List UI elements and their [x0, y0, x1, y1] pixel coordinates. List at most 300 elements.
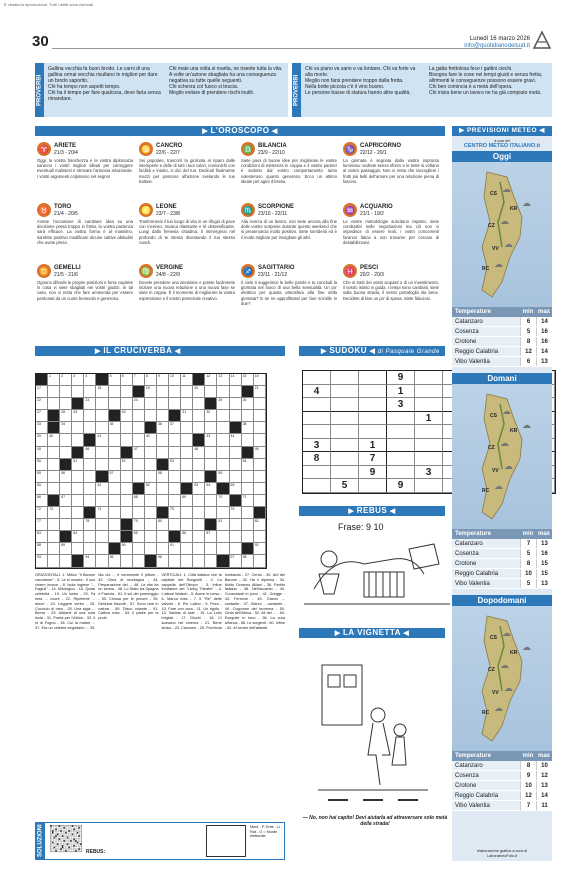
sudoku-cell [387, 412, 415, 426]
map-label: CS [490, 413, 497, 419]
crossword-cell [133, 398, 145, 410]
crossword-cell [205, 519, 217, 531]
crossword-cell-number: 45 [37, 446, 41, 451]
crossword-cell [181, 471, 193, 483]
meteo-max: 16 [536, 337, 552, 346]
horoscope-acquario [343, 203, 439, 245]
crossword-cell-number: 95 [109, 555, 114, 560]
sudoku-cell [387, 466, 415, 480]
calabria-map [452, 384, 552, 529]
zodiac-scorpione-icon: ♏ [241, 203, 255, 217]
sudoku-cell: 8 [303, 452, 331, 466]
crossword-cell [84, 374, 96, 386]
vignetta-title: LA VIGNETTA [343, 628, 401, 637]
sudoku-cell: 4 [303, 385, 331, 399]
crossword-cell [48, 374, 60, 386]
sudoku-cell [331, 439, 359, 453]
crossword-cell [193, 434, 205, 446]
crossword-cell [242, 555, 254, 567]
crossword-cell-number: 18 [97, 386, 102, 391]
cruciverba-header [35, 346, 285, 356]
crossword-cell [109, 519, 121, 531]
crossword-cell [84, 434, 96, 446]
meteo-max: 16 [536, 327, 552, 336]
horoscope-text: Che si tratti dei vostri acquisti o di un investimento, il vostro istinto vi guida. I tempi sono cambiati, siete sulla buona strada, il vostro portafoglio sta bene. Decidete di fare un po' di spesa. Siete fiduciosi. [343, 280, 439, 301]
crossword-cell [157, 374, 169, 386]
crossword-cell [157, 447, 169, 459]
crossword-cell [36, 555, 48, 567]
crossword-cell [254, 519, 266, 531]
crossword-cell [145, 434, 157, 446]
horoscope-leone [139, 203, 235, 245]
crossword-cell [254, 495, 266, 507]
crossword-cell [133, 422, 145, 434]
crossword-cell [193, 459, 205, 471]
crossword-cell-number: 33 [37, 422, 41, 427]
crossword-cell [48, 422, 60, 434]
proverbi-box-left [35, 63, 288, 117]
crossword-cell [157, 459, 169, 471]
horoscope-sign-date: 21/3 - 20/4 [54, 149, 78, 156]
cloud-icon: ☁ [500, 437, 509, 448]
horoscope-sign-name: BILANCIA [258, 142, 287, 149]
crossword-cell [60, 531, 72, 543]
sudoku-cell: 3 [387, 398, 415, 412]
crossword-cell [109, 483, 121, 495]
crossword-cell [169, 543, 181, 555]
crossword-cell [242, 507, 254, 519]
meteo-city: Vibo Valentia [452, 801, 520, 810]
crossword-cell [121, 495, 133, 507]
meteo-period-label: Oggi [452, 151, 552, 162]
cloud-icon: ☁ [502, 405, 511, 416]
crossword-cell [181, 519, 193, 531]
meteo-min: 10 [520, 569, 536, 578]
meteo-footer [452, 849, 552, 859]
crossword-cell [193, 374, 205, 386]
sudoku-cell [303, 466, 331, 480]
zodiac-pesci-icon: ♓ [343, 264, 357, 278]
horoscope-sign-name: CAPRICORNO [360, 142, 402, 149]
meteo-city: Reggio Calabria [452, 347, 520, 356]
sudoku-cell [387, 425, 415, 439]
meteo-row [452, 539, 552, 549]
map-label: CZ [488, 666, 495, 673]
horoscope-text: Trasformerai il tuo luogo di vita in un rifugio di pace con incenso, musica rilassante e tè detossificante. Lungi dalla frenesia cittadina, ti immergerai nel profondo di te stesso diventando il tuo stesso coach. [139, 219, 235, 245]
crossword-cell [205, 447, 217, 459]
map-label: RC [482, 710, 490, 717]
crossword-cell [181, 398, 193, 410]
crossword-cell [36, 507, 48, 519]
meteo-period-label: Dopodomani [452, 595, 552, 606]
temp-label: Temperature [455, 531, 491, 537]
crossword-cell-number: 16 [254, 374, 259, 378]
map-label: CZ [488, 444, 495, 451]
crossword-cell [109, 434, 121, 446]
crossword-cell [72, 495, 84, 507]
crossword-cell [254, 555, 266, 567]
oroscopo-title: L'OROSCOPO [210, 126, 270, 135]
cloud-icon: ☁ [500, 659, 509, 670]
map-label: VV [492, 246, 499, 253]
temp-label: Temperature [455, 309, 491, 315]
meteo-max: 13 [536, 781, 552, 790]
crossword-cell [84, 519, 96, 531]
meteo-brand [452, 136, 552, 151]
crossword-cell [205, 374, 217, 386]
cloud-icon: ☁ [502, 183, 511, 194]
map-label: CS [490, 635, 497, 641]
cloud-icon: ☁ [502, 627, 511, 638]
meteo-row [452, 549, 552, 559]
solution-cell [80, 850, 82, 852]
proverbi-tab-label-right: PROVERBI [292, 63, 301, 117]
crossword-cell [109, 374, 121, 386]
crossword-cell [96, 374, 108, 386]
crossword-cell-number: 74 [97, 507, 102, 512]
meteo-max: 15 [536, 559, 552, 568]
crossword-cell [254, 507, 266, 519]
crossword-cell [109, 398, 121, 410]
sudoku-cell: 7 [359, 452, 387, 466]
map-label: RC [482, 266, 490, 273]
crossword-cell-number: 78 [85, 519, 90, 524]
crossword-cell [169, 531, 181, 543]
meteo-period-label: Domani [452, 373, 552, 384]
horoscope-sign-name: GEMELLI [54, 264, 81, 271]
sudoku-cell [331, 452, 359, 466]
crossword-cell [121, 410, 133, 422]
crossword-cell [254, 374, 266, 386]
crossword-cell [121, 459, 133, 471]
crossword-cell [109, 543, 121, 555]
crossword-cell-number: 3 [73, 374, 76, 378]
crossword-cell-number: 23 [85, 398, 90, 403]
crossword-cell [133, 374, 145, 386]
crossword-cell [72, 531, 84, 543]
crossword-cell [133, 543, 145, 555]
zodiac-cancro-icon: ♋ [139, 142, 153, 156]
proverbi-col-2: Chi male una volta si marita, ne risente tutta la vita. A volte un'azione sbagliata ha una conseguenza negativa su tutte quelle seguenti. Chi scherza col fuoco si brucia. Meglio evitare di prendere rischi inutili. [169, 66, 283, 96]
rebus-frase: Frase: 9 10 [338, 522, 384, 532]
crossword-cell-number: 64 [206, 482, 211, 487]
crossword-cell [217, 519, 229, 531]
crossword-cell-number: 83 [37, 531, 41, 536]
crossword-cell-number: 8 [145, 374, 148, 378]
sudoku-cell [359, 385, 387, 399]
crossword-cell-number: 87 [206, 531, 211, 536]
meteo-city: Catanzaro [452, 317, 520, 326]
crossword-cell [36, 495, 48, 507]
calabria-map [452, 162, 552, 307]
crossword-cell-number: 14 [230, 374, 235, 378]
meteo-brand-name: CENTRO METEO ITALIANO.it [463, 142, 541, 149]
crossword-cell [254, 434, 266, 446]
meteo-period-oggi [452, 151, 552, 367]
crossword-cell-number: 25 [218, 398, 223, 403]
crossword-cell-number: 17 [37, 386, 41, 391]
horoscope-ariete [37, 142, 133, 179]
crossword-cell [72, 543, 84, 555]
crossword-cell [121, 398, 133, 410]
soluzioni-box [35, 822, 285, 860]
crossword-cell [109, 459, 121, 471]
horoscope-toro [37, 203, 133, 245]
crossword-cell-number: 31 [182, 410, 187, 415]
horoscope-cancro [139, 142, 235, 184]
horoscope-sign-date: 23/10 - 22/11 [258, 210, 288, 217]
meteo-temp-header [452, 307, 552, 317]
crossword-cell-number: 79 [133, 519, 138, 524]
meteo-max: 15 [536, 569, 552, 578]
calabria-map [452, 606, 552, 751]
crossword-cell [36, 410, 48, 422]
cloud-icon: ☁ [522, 198, 531, 209]
crossword-cell [205, 410, 217, 422]
meteo-title: PREVISIONI METEO [466, 127, 538, 134]
crossword-cell [254, 459, 266, 471]
meteo-min: 7 [520, 801, 536, 810]
crossword-cell [254, 543, 266, 555]
crossword-cell [181, 531, 193, 543]
crossword-cell [84, 410, 96, 422]
crossword-cell [193, 386, 205, 398]
crossword-cell [145, 398, 157, 410]
crossword-cell [181, 447, 193, 459]
horoscope-sign-date: 23/11 - 21/12 [258, 271, 288, 278]
crossword-cell [60, 398, 72, 410]
crossword-cell [121, 434, 133, 446]
crossword-cell [181, 434, 193, 446]
crossword-cell [109, 555, 121, 567]
crossword-cell [48, 543, 60, 555]
crossword-cell [121, 483, 133, 495]
sudoku-cell [415, 479, 443, 493]
crossword-cell-number: 32 [206, 410, 211, 415]
crossword-cell-number: 53 [170, 458, 174, 463]
crossword-cell [242, 422, 254, 434]
crossword-cell [133, 386, 145, 398]
horoscope-sign-date: 23/7 - 23/8 [156, 210, 180, 217]
crossword-cell [60, 386, 72, 398]
horoscope-sign-name: TORO [54, 203, 72, 210]
crossword-cell [109, 410, 121, 422]
meteo-max: 10 [536, 761, 552, 770]
crossword-cell [217, 398, 229, 410]
meteo-min: 5 [520, 579, 536, 588]
crossword-cell [121, 374, 133, 386]
crossword-cell [145, 447, 157, 459]
crossword-cell [193, 471, 205, 483]
crossword-cell-number: 82 [254, 519, 259, 524]
crossword-cell [217, 471, 229, 483]
crossword-cell [48, 555, 60, 567]
crossword-cell [48, 531, 60, 543]
meteo-city: Vibo Valentia [452, 357, 520, 366]
meteo-city: Vibo Valentia [452, 579, 520, 588]
horoscope-sign-name: ARIETE [54, 142, 77, 149]
page-number: 30 [32, 33, 49, 50]
sudoku-cell: 9 [359, 466, 387, 480]
crossword-cell [169, 495, 181, 507]
map-label: RC [482, 488, 490, 495]
meteo-city: Crotone [452, 337, 520, 346]
zodiac-ariete-icon: ♈ [37, 142, 51, 156]
crossword-cell [205, 422, 217, 434]
horoscope-sign-name: SCORPIONE [258, 203, 295, 210]
crossword-cell-number: 5 [109, 374, 112, 378]
horoscope-sign-date: 24/8 - 22/9 [156, 271, 180, 278]
sudoku-cell: 9 [387, 479, 415, 493]
horoscope-text: Alla ricerca di un lavoro, non siete ancora alla fine delle vostre sorprese durante questo weekend che si preannuncia molto positivo. Siete sorridenti ed è il modo migliore per invogliare gli altri. [241, 219, 337, 240]
sudoku-cell [415, 439, 443, 453]
newspaper-logo-icon [532, 30, 552, 50]
meteo-row [452, 347, 552, 357]
crossword-cell [121, 543, 133, 555]
crossword-cell-number: 77 [37, 519, 41, 524]
crossword-cell [242, 447, 254, 459]
crossword-cell [230, 447, 242, 459]
min-label: min [522, 309, 534, 315]
crossword-cell-number: 36 [157, 422, 162, 427]
crossword-cell-number: 24 [133, 398, 138, 403]
meteo-max: 11 [536, 801, 552, 810]
sudoku-cell [359, 412, 387, 426]
meteo-min: 7 [520, 539, 536, 548]
crossword-cell-number: 98 [242, 555, 247, 560]
crossword-cell [84, 507, 96, 519]
crossword-cell [60, 459, 72, 471]
sudoku-cell [331, 371, 359, 385]
crossword-cell [217, 410, 229, 422]
meteo-min: 12 [520, 347, 536, 356]
crossword-cell-number: 2 [61, 374, 64, 378]
soluzioni-rebus-label: REBUS: [86, 849, 106, 855]
horoscope-sign-name: VERGINE [156, 264, 184, 271]
cloud-icon: ☁ [494, 481, 503, 492]
crossword-cell [84, 531, 96, 543]
crossword-cell [96, 519, 108, 531]
crossword-cell [181, 422, 193, 434]
crossword-cell [242, 398, 254, 410]
crossword-cell [242, 519, 254, 531]
meteo-row [452, 327, 552, 337]
crossword-cell [230, 495, 242, 507]
sudoku-cell [387, 439, 415, 453]
crossword-cell-number: 68 [133, 494, 138, 499]
crossword-cell-number: 92 [254, 543, 259, 548]
crossword-cell [72, 507, 84, 519]
crossword-cell-number: 27 [37, 410, 41, 415]
map-label: VV [492, 690, 499, 697]
crossword-cell-number: 97 [230, 555, 235, 560]
arrow-left-icon: ◀ [367, 348, 378, 355]
crossword-cell [230, 471, 242, 483]
crossword-cell [230, 543, 242, 555]
crossword-cell-number: 43 [206, 434, 211, 439]
crossword-cell [242, 483, 254, 495]
crossword-cell [169, 507, 181, 519]
crossword-cell-number: 63 [194, 482, 199, 487]
crossword-cell [96, 543, 108, 555]
crossword-cell-number: 70 [218, 494, 223, 499]
crossword-cell-number: 34 [61, 422, 66, 427]
max-label: max [537, 753, 550, 759]
crossword-cell [193, 410, 205, 422]
crossword-cell [205, 434, 217, 446]
crossword-cell-number: 66 [37, 494, 41, 499]
sudoku-cell: 9 [387, 371, 415, 385]
sudoku-cell [415, 371, 443, 385]
header-date: Lunedì 16 marzo 2026 [469, 36, 530, 42]
crossword-cell [84, 422, 96, 434]
crossword-cell [60, 447, 72, 459]
crossword-cell [60, 495, 72, 507]
crossword-cell [181, 459, 193, 471]
clues-vertical: VERTICALI: 1. Città italiana che fa capitale dei Borgoniti - 2. La cappella dell'Olimpo - 3. Infine fondatore del "Living Theatre" - 4. L'attore Walsch - 5. Avere in corso - 6. Marca nota - 7. Il "Re" delle valvole - 8. Per Latino - 9. Poco - 10. Fare con cura - 11. Un rigido - 13. Sabbia di sale - 15. La Lollo brigida - 17. Giochi - 18. Ci scavano nel cinema - 21. Bene stoico - 23. Canzone - 25. Provincia lombarda - 27. Cento - 30. Arti del Barone - 32. Ha il diploma - 34. Molto Ocraceo Alliani - 36. Partito italiano - 38. Nell'accanto - 40. Consonanti in poco - 41. Gregge - 43. Ferrovie - 45. Gianni ... cantante - 47. Gianni ... cantante - 49. Cognome del teorema - 50. Cinta dell'Africa - 52. Ali del ... - 54. Eseguite in tono - 56. La cura all'anca - 58. Le sorgenti - 60. Infine - 62. Al centro dell'atlante. [161, 573, 285, 630]
horoscope-sign-date: 22/12 - 20/1 [360, 149, 387, 156]
sudoku-cell [359, 371, 387, 385]
soluzioni-rebus-solution: Mont - P. Ente - Li - Rat - O = Monte elettorale [250, 825, 283, 838]
crossword-cell-number: 71 [242, 494, 247, 499]
crossword-cell [157, 483, 169, 495]
crossword-cell [157, 398, 169, 410]
crossword-cell [109, 386, 121, 398]
meteo-row [452, 357, 552, 367]
proverbi-col-4: La gatta frettolosa fece i gattini ciechi. Bisogna fare le cose nel tempi giusti e senza fretta, altrimenti le conseguenze possono essere gravi. Chi ben comincia è a metà dell'opera. Chi inizia bene un lavoro ne ha già compiuto metà. [429, 66, 543, 96]
crossword-cell [217, 507, 229, 519]
crossword-cell [133, 519, 145, 531]
crossword-cell [169, 386, 181, 398]
crossword-cell [36, 374, 48, 386]
sudoku-cell [359, 425, 387, 439]
crossword-cell [36, 434, 48, 446]
crossword-cell [60, 374, 72, 386]
crossword-cell [217, 434, 229, 446]
crossword-cell [169, 434, 181, 446]
crossword-cell-number: 30 [121, 410, 126, 415]
crossword-cell [121, 447, 133, 459]
crossword-cell [36, 531, 48, 543]
crossword-cell-number: 10 [170, 374, 174, 378]
crossword-cell [205, 543, 217, 555]
meteo-min: 8 [520, 559, 536, 568]
crossword-cell [84, 471, 96, 483]
crossword-cell [181, 507, 193, 519]
meteo-max: 14 [536, 317, 552, 326]
meteo-footer-line2: LaboratorioFoto.it [487, 854, 517, 858]
meteo-row [452, 317, 552, 327]
proverbi-box-right [292, 63, 552, 117]
crossword-cell [181, 543, 193, 555]
arrow-right-icon: ▶ [202, 128, 211, 135]
crossword-cell [230, 434, 242, 446]
crossword-cell [230, 386, 242, 398]
crossword-cell [169, 555, 181, 567]
crossword-cell [133, 410, 145, 422]
crossword-cell [48, 495, 60, 507]
crossword-cell [193, 495, 205, 507]
crossword-cell [169, 447, 181, 459]
crossword-cell [193, 447, 205, 459]
crossword-cell [36, 459, 48, 471]
crossword-cell [205, 531, 217, 543]
sudoku-cell: 1 [359, 439, 387, 453]
crossword-cell [205, 459, 217, 471]
crossword-cell [84, 398, 96, 410]
crossword-cell [72, 483, 84, 495]
crossword-cell-number: 7 [133, 374, 136, 378]
